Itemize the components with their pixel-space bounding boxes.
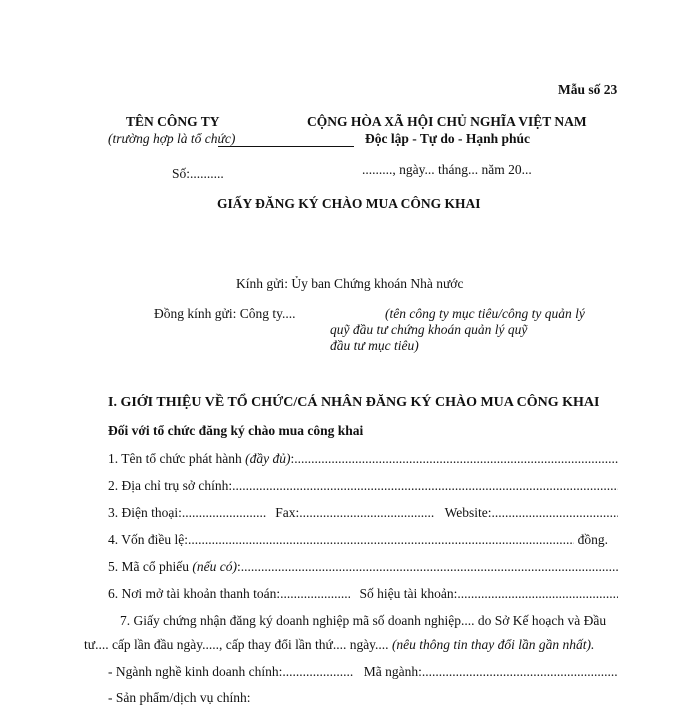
fill-dots: [188, 532, 574, 548]
field-note: (nếu có): [192, 559, 237, 574]
fill-dots: [280, 586, 350, 602]
field-main-business: [108, 664, 618, 680]
section-subheading: Đối với tổ chức đăng ký chào mua công khai: [108, 423, 364, 438]
field-main-products: - Sản phẩm/dịch vụ chính:: [108, 690, 251, 705]
document-title: GIẤY ĐĂNG KÝ CHÀO MUA CÔNG KHAI: [217, 196, 481, 211]
fill-dots: [422, 664, 618, 680]
company-underline: [218, 146, 354, 147]
field-contact-info: [108, 505, 618, 521]
fill-dots: [299, 505, 435, 521]
field-label: 1. Tên tổ chức phát hành: [108, 451, 242, 466]
field-code-label: Mã ngành:: [363, 664, 422, 679]
field-label: 4. Vốn điều lệ:: [108, 532, 188, 547]
field-head-office-address: [108, 478, 618, 494]
fill-dots: [241, 559, 618, 575]
date-line: ........., ngày... tháng... năm 20...: [362, 162, 532, 177]
fill-dots: [282, 664, 354, 680]
field-text: tư.... cấp lần đầu ngày....., cấp thay đổi lần thứ.... ngày....: [84, 637, 389, 652]
field-charter-capital: [108, 532, 618, 548]
field-bank-label: 6. Nơi mở tài khoản thanh toán:: [108, 586, 281, 601]
field-issuer-name: [108, 451, 618, 467]
recipient-cc-note-3: đầu tư mục tiêu): [330, 338, 419, 353]
recipient-cc-note-2: quỹ đầu tư chứng khoán quản lý quỹ: [330, 322, 528, 337]
section-heading: I. GIỚI THIỆU VỀ TỔ CHỨC/CÁ NHÂN ĐĂNG KÝ CHÀO MUA CÔNG KHAI: [108, 395, 600, 410]
republic-title: CỘNG HÒA XÃ HỘI CHỦ NGHĨA VIỆT NAM: [307, 114, 587, 129]
field-payment-account: [108, 586, 618, 602]
field-stock-code: [108, 559, 618, 575]
field-label: - Ngành nghề kinh doanh chính:: [108, 664, 283, 679]
motto: Độc lập - Tự do - Hạnh phúc: [365, 131, 531, 146]
fill-dots: [294, 451, 618, 467]
recipient-cc-note-1: (tên công ty mục tiêu/công ty quản lý: [385, 306, 585, 321]
field-note: (đầy đủ): [245, 451, 291, 466]
field-label: 2. Địa chỉ trụ sở chính:: [108, 478, 233, 493]
form-number: Mẫu số 23: [558, 82, 618, 97]
fill-dots: [457, 586, 618, 602]
recipient-primary: Kính gửi: Ủy ban Chứng khoán Nhà nước: [236, 276, 464, 291]
fill-dots: [182, 505, 266, 521]
field-phone-label: 3. Điện thoại:: [108, 505, 182, 520]
field-business-registration-line2: [84, 637, 594, 653]
fill-dots: [232, 478, 618, 494]
field-unit: đồng.: [577, 532, 608, 547]
field-business-registration-line1: 7. Giấy chứng nhận đăng ký doanh nghiệp mã số doanh nghiệp.... do Sở Kế hoạch và Đầu: [120, 613, 607, 628]
fill-dots: [492, 505, 618, 521]
document-number: Số:..........: [172, 166, 224, 181]
field-label: 5. Mã cổ phiếu: [108, 559, 189, 574]
field-colon: :: [236, 559, 241, 574]
field-website-label: Website:: [444, 505, 492, 520]
company-note: (trường hợp là tổ chức): [108, 131, 236, 146]
field-account-label: Số hiệu tài khoản:: [359, 586, 458, 601]
field-fax-label: Fax:: [275, 505, 300, 520]
field-note: (nêu thông tin thay đổi lần gần nhất).: [391, 637, 595, 652]
recipient-cc-label: Đồng kính gửi: Công ty....: [154, 306, 296, 321]
field-colon: :: [290, 451, 295, 466]
company-name: TÊN CÔNG TY: [126, 114, 220, 129]
